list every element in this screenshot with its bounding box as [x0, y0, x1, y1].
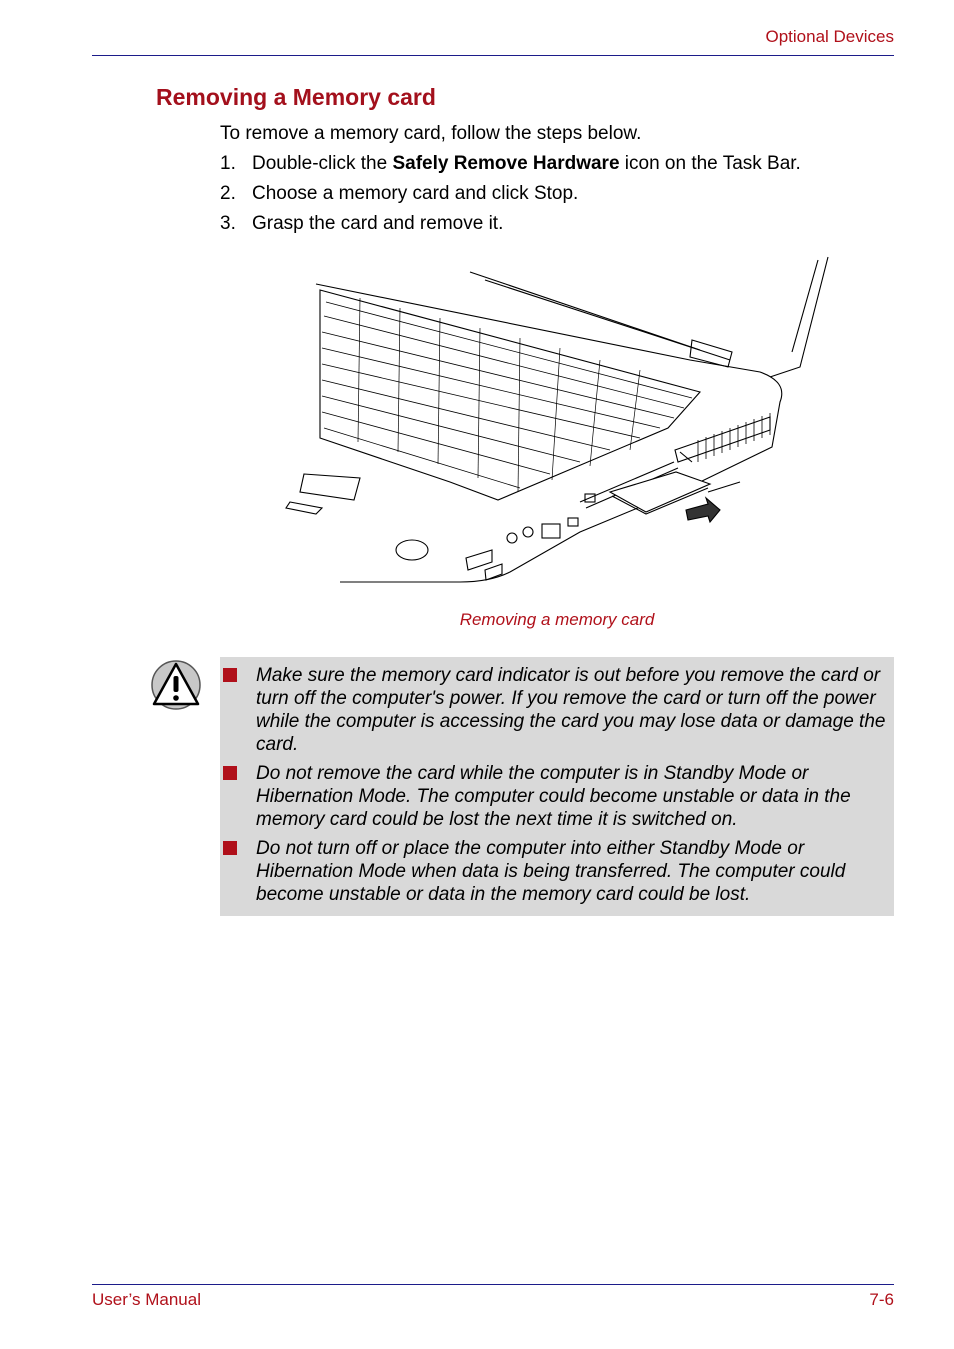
caution-text: Do not remove the card while the computer is in Standby Mode or Hibernation Mode. The computer could become unstable or data in the memory card could be lost the next time it is switched on.: [256, 763, 851, 830]
footer-rule: [92, 1284, 894, 1285]
figure-caption: Removing a memory card: [459, 610, 655, 629]
caution-note-box: [220, 657, 894, 916]
laptop-memory-card-illustration: [280, 252, 840, 612]
step-emphasis: Safely Remove Hardware: [392, 153, 620, 174]
intro-text: To remove a memory card, follow the steps below.: [220, 123, 642, 144]
square-bullet-icon: [223, 668, 237, 682]
step-number: 2.: [220, 183, 236, 204]
caution-list: [220, 657, 894, 906]
caution-text: Make sure the memory card indicator is out before you remove the card or turn off the computer's power. If you remove the card or turn off the power while the computer is accessing the card you may lose data or damage the card.: [256, 665, 886, 755]
step-text: Double-click the Safely Remove Hardware icon on the Task Bar.: [252, 153, 801, 174]
caution-item: [220, 837, 888, 906]
square-bullet-icon: [223, 841, 237, 855]
step-item: [220, 152, 801, 182]
caution-text: Do not turn off or place the computer into either Standby Mode or Hibernation Mode when data is being transferred. The computer could become unstable or data in the memory card could be lost.: [256, 838, 846, 905]
header-rule: [92, 55, 894, 56]
square-bullet-icon: [223, 766, 237, 780]
step-number: 1.: [220, 153, 236, 174]
step-item: [220, 182, 801, 212]
footer-manual-title: User’s Manual: [92, 1290, 201, 1309]
step-item: [220, 212, 801, 242]
steps-list: [220, 152, 801, 242]
running-header: Optional Devices: [765, 27, 894, 46]
caution-triangle-icon: [150, 658, 202, 710]
step-text: Choose a memory card and click Stop.: [252, 183, 579, 204]
caution-item: [220, 664, 888, 756]
section-title: Removing a Memory card: [156, 84, 436, 110]
caution-item: [220, 762, 888, 831]
step-number: 3.: [220, 213, 236, 234]
step-text: Grasp the card and remove it.: [252, 213, 504, 234]
page-number: 7-6: [869, 1290, 894, 1309]
